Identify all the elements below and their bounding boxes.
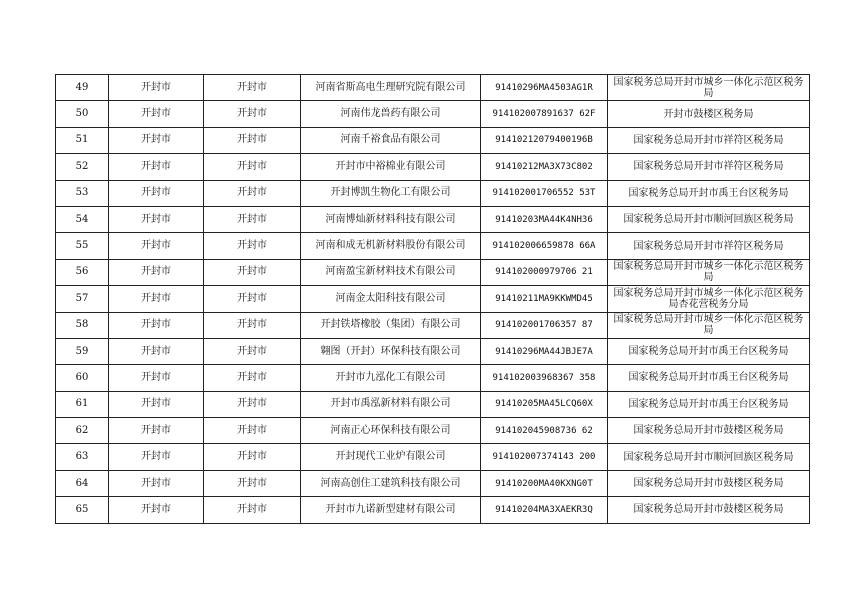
company-name-cell: 开封市九诺新型建材有限公司 (301, 497, 481, 523)
table-row (56, 312, 810, 338)
county-cell: 开封市 (204, 101, 301, 127)
county-cell: 开封市 (204, 127, 301, 153)
credit-code-cell: 91410203MA44K4NH36 (481, 206, 608, 232)
credit-code-cell: 91410204MA3XAEKR3Q (481, 497, 608, 523)
city-cell: 开封市 (109, 470, 204, 496)
table-row (56, 444, 810, 470)
credit-code-cell: 914102001706357 87 (481, 312, 608, 338)
row-number-cell: 54 (56, 206, 109, 232)
company-name-cell: 河南博灿新材料科技有限公司 (301, 206, 481, 232)
row-number-cell: 55 (56, 233, 109, 259)
tax-office-cell: 国家税务总局开封市鼓楼区税务局 (608, 497, 810, 523)
credit-code-cell: 914102006659878 66A (481, 233, 608, 259)
credit-code-cell: 91410212079400196B (481, 127, 608, 153)
county-cell: 开封市 (204, 470, 301, 496)
company-name-cell: 河南伟龙兽药有限公司 (301, 101, 481, 127)
company-name-cell: 翱图（开封）环保科技有限公司 (301, 338, 481, 364)
row-number-cell: 49 (56, 75, 109, 101)
city-cell: 开封市 (109, 365, 204, 391)
table-row (56, 154, 810, 180)
company-name-cell: 河南千裕食品有限公司 (301, 127, 481, 153)
table-row (56, 391, 810, 417)
city-cell: 开封市 (109, 180, 204, 206)
city-cell: 开封市 (109, 418, 204, 444)
table-row (56, 497, 810, 523)
county-cell: 开封市 (204, 206, 301, 232)
table-row (56, 365, 810, 391)
company-name-cell: 河南金太阳科技有限公司 (301, 286, 481, 312)
city-cell: 开封市 (109, 286, 204, 312)
credit-code-cell: 91410296MA44JBJE7A (481, 338, 608, 364)
tax-office-cell: 国家税务总局开封市城乡一体化示范区税务局 (608, 259, 810, 285)
row-number-cell: 57 (56, 286, 109, 312)
table-row (56, 233, 810, 259)
company-name-cell: 开封市九泓化工有限公司 (301, 365, 481, 391)
company-name-cell: 河南省斯高电生理研究院有限公司 (301, 75, 481, 101)
table-body (56, 75, 810, 524)
city-cell: 开封市 (109, 444, 204, 470)
county-cell: 开封市 (204, 259, 301, 285)
company-name-cell: 开封现代工业炉有限公司 (301, 444, 481, 470)
row-number-cell: 51 (56, 127, 109, 153)
city-cell: 开封市 (109, 259, 204, 285)
row-number-cell: 61 (56, 391, 109, 417)
city-cell: 开封市 (109, 391, 204, 417)
table-row (56, 206, 810, 232)
credit-code-cell: 91410212MA3X73C802 (481, 154, 608, 180)
credit-code-cell: 914102045908736 62 (481, 418, 608, 444)
tax-office-cell: 国家税务总局开封市顺河回族区税务局 (608, 206, 810, 232)
county-cell: 开封市 (204, 338, 301, 364)
city-cell: 开封市 (109, 127, 204, 153)
credit-code-cell: 914102001706552 53T (481, 180, 608, 206)
city-cell: 开封市 (109, 75, 204, 101)
city-cell: 开封市 (109, 312, 204, 338)
company-table (55, 74, 810, 524)
city-cell: 开封市 (109, 497, 204, 523)
city-cell: 开封市 (109, 101, 204, 127)
credit-code-cell: 914102003968367 358 (481, 365, 608, 391)
county-cell: 开封市 (204, 154, 301, 180)
county-cell: 开封市 (204, 444, 301, 470)
row-number-cell: 50 (56, 101, 109, 127)
table-row (56, 101, 810, 127)
city-cell: 开封市 (109, 206, 204, 232)
credit-code-cell: 91410200MA40KXNG0T (481, 470, 608, 496)
table-row (56, 180, 810, 206)
city-cell: 开封市 (109, 338, 204, 364)
row-number-cell: 63 (56, 444, 109, 470)
company-name-cell: 开封市禹泓新材料有限公司 (301, 391, 481, 417)
row-number-cell: 52 (56, 154, 109, 180)
tax-office-cell: 国家税务总局开封市鼓楼区税务局 (608, 418, 810, 444)
row-number-cell: 59 (56, 338, 109, 364)
row-number-cell: 58 (56, 312, 109, 338)
tax-office-cell: 开封市鼓楼区税务局 (608, 101, 810, 127)
table-row (56, 286, 810, 312)
credit-code-cell: 91410211MA9KKWMD45 (481, 286, 608, 312)
row-number-cell: 60 (56, 365, 109, 391)
credit-code-cell: 91410296MA4503AG1R (481, 75, 608, 101)
credit-code-cell: 914102000979706 21 (481, 259, 608, 285)
county-cell: 开封市 (204, 365, 301, 391)
tax-office-cell: 国家税务总局开封市鼓楼区税务局 (608, 470, 810, 496)
company-name-cell: 河南和成无机新材料股份有限公司 (301, 233, 481, 259)
tax-office-cell: 国家税务总局开封市顺河回族区税务局 (608, 444, 810, 470)
city-cell: 开封市 (109, 233, 204, 259)
table-row (56, 259, 810, 285)
company-name-cell: 开封铁塔橡胶（集团）有限公司 (301, 312, 481, 338)
company-name-cell: 河南盈宝新材料技术有限公司 (301, 259, 481, 285)
credit-code-cell: 91410205MA45LCQ60X (481, 391, 608, 417)
row-number-cell: 53 (56, 180, 109, 206)
county-cell: 开封市 (204, 391, 301, 417)
tax-office-cell: 国家税务总局开封市城乡一体化示范区税务局 (608, 312, 810, 338)
tax-office-cell: 国家税务总局开封市禹王台区税务局 (608, 365, 810, 391)
row-number-cell: 56 (56, 259, 109, 285)
table-row (56, 418, 810, 444)
tax-office-cell: 国家税务总局开封市祥符区税务局 (608, 127, 810, 153)
table-row (56, 127, 810, 153)
county-cell: 开封市 (204, 418, 301, 444)
county-cell: 开封市 (204, 312, 301, 338)
county-cell: 开封市 (204, 233, 301, 259)
company-name-cell: 河南正心环保科技有限公司 (301, 418, 481, 444)
tax-office-cell: 国家税务总局开封市禹王台区税务局 (608, 391, 810, 417)
tax-office-cell: 国家税务总局开封市祥符区税务局 (608, 154, 810, 180)
county-cell: 开封市 (204, 497, 301, 523)
table-row (56, 470, 810, 496)
credit-code-cell: 914102007891637 62F (481, 101, 608, 127)
tax-office-cell: 国家税务总局开封市禹王台区税务局 (608, 338, 810, 364)
company-name-cell: 开封市中裕棉业有限公司 (301, 154, 481, 180)
company-name-cell: 开封博凯生物化工有限公司 (301, 180, 481, 206)
credit-code-cell: 914102007374143 200 (481, 444, 608, 470)
tax-office-cell: 国家税务总局开封市祥符区税务局 (608, 233, 810, 259)
county-cell: 开封市 (204, 286, 301, 312)
city-cell: 开封市 (109, 154, 204, 180)
row-number-cell: 64 (56, 470, 109, 496)
table-row (56, 75, 810, 101)
row-number-cell: 65 (56, 497, 109, 523)
company-name-cell: 河南高创住工建筑科技有限公司 (301, 470, 481, 496)
county-cell: 开封市 (204, 180, 301, 206)
county-cell: 开封市 (204, 75, 301, 101)
row-number-cell: 62 (56, 418, 109, 444)
tax-office-cell: 国家税务总局开封市禹王台区税务局 (608, 180, 810, 206)
table-row (56, 338, 810, 364)
tax-office-cell: 国家税务总局开封市城乡一体化示范区税务局 (608, 75, 810, 101)
tax-office-cell: 国家税务总局开封市城乡一体化示范区税务局杏花营税务分局 (608, 286, 810, 312)
